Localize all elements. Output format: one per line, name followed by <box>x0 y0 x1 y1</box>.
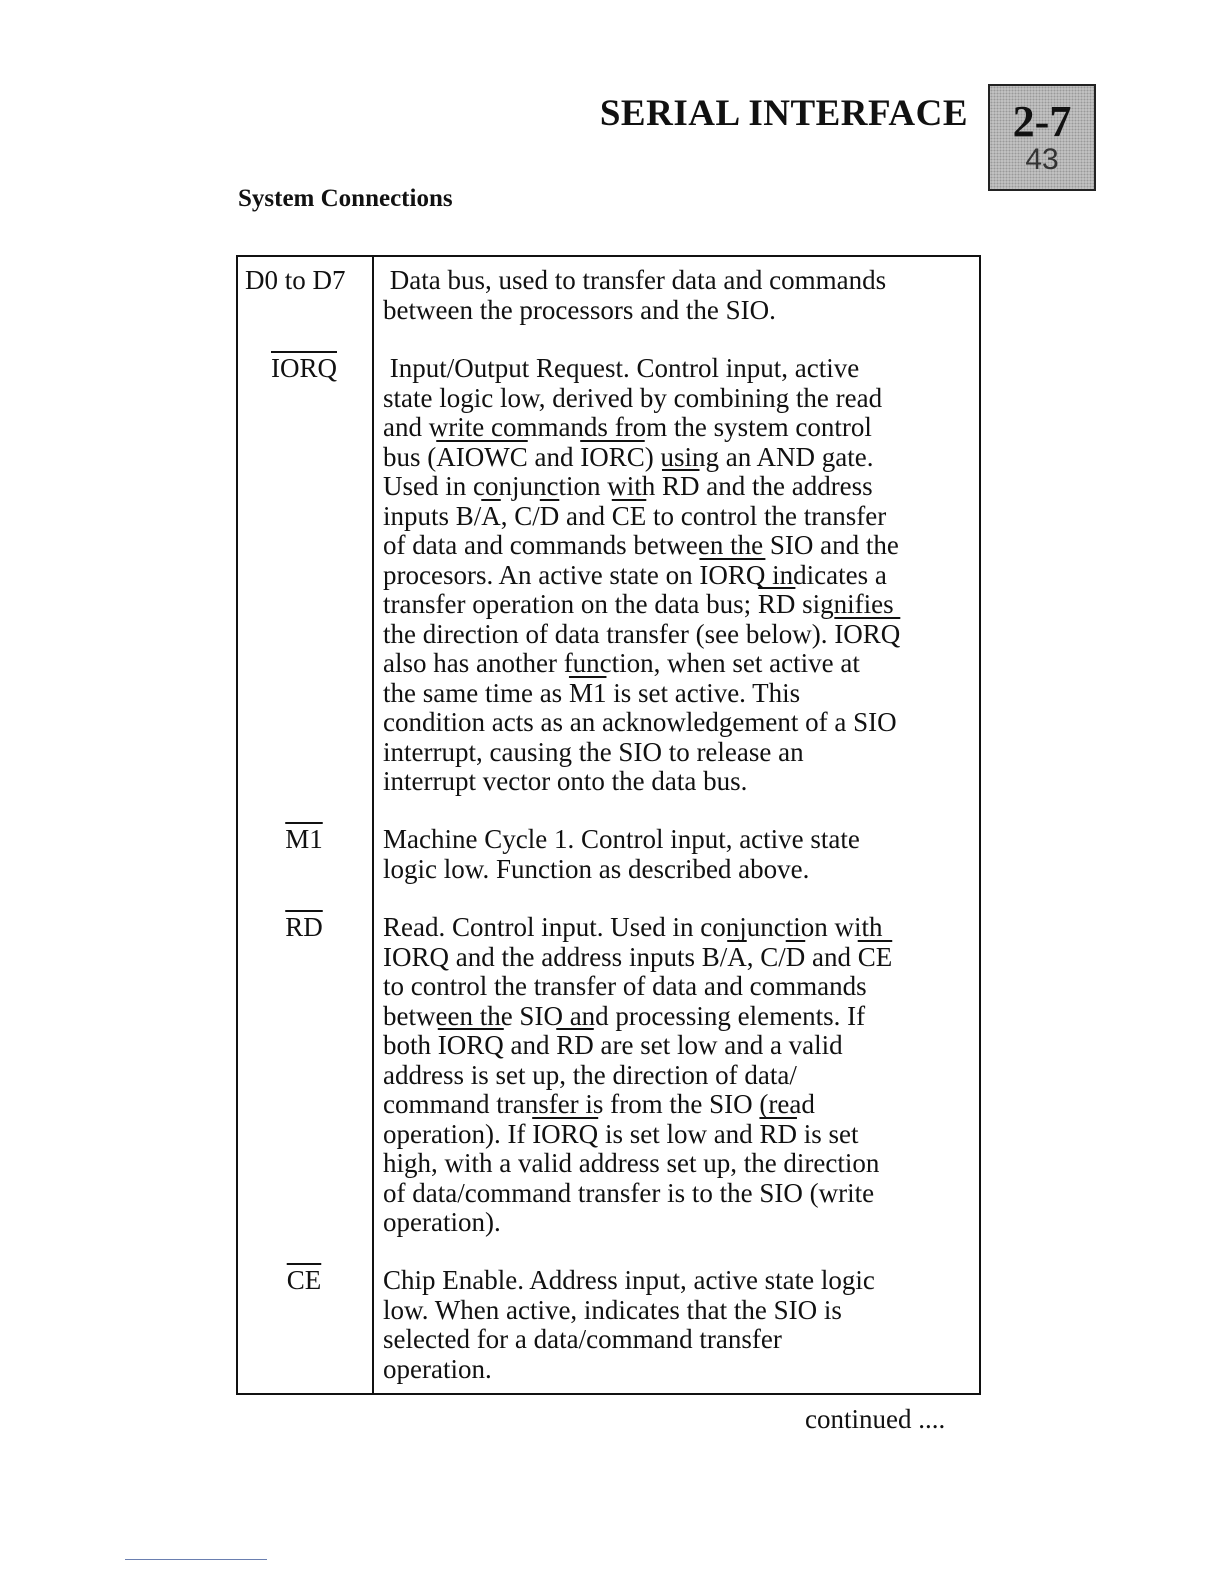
description-line <box>383 1002 892 1032</box>
signal-description <box>383 1266 875 1384</box>
description-line <box>383 354 900 384</box>
description-line <box>383 531 900 561</box>
text-run: procesors. An active state on <box>383 559 700 590</box>
text-run: interrupt, causing the SIO to release an <box>383 736 804 767</box>
description-line <box>383 649 900 679</box>
section-title: System Connections <box>238 185 453 212</box>
text-run: ) using an AND gate. <box>644 441 874 472</box>
active-low-signal: $\overline{A}$ <box>481 500 501 531</box>
description-line <box>383 738 900 768</box>
active-low-signal: $\overline{RD}$ <box>661 471 700 501</box>
description-line <box>383 620 900 650</box>
text-run: low. When active, indicates that the SIO is <box>383 1294 842 1325</box>
text-run: of data/command transfer is to the SIO (write <box>383 1177 875 1208</box>
description-line <box>383 943 892 973</box>
text-run: logic low. Function as described above. <box>383 853 810 884</box>
text-run: transfer operation on the data bus; <box>383 589 758 619</box>
signal-cell <box>236 825 372 855</box>
description-line <box>383 1120 892 1150</box>
active-low-signal: IORQ <box>437 1030 504 1060</box>
description-line <box>383 443 900 473</box>
text-run: both <box>383 1030 438 1060</box>
text-run: high, with a valid address set up, the direction <box>383 1148 880 1178</box>
footer-rule <box>125 1559 267 1560</box>
signal-name: D0 to D7 <box>245 265 346 295</box>
text-run: and <box>805 941 858 972</box>
text-run: between the SIO and processing elements. If <box>383 1000 866 1031</box>
active-low-signal: IORQ <box>834 618 901 649</box>
description-line <box>383 296 886 326</box>
description-line <box>383 1179 892 1209</box>
signal-description <box>383 354 900 797</box>
signal-description <box>383 913 892 1238</box>
text-run: to control the transfer of data and commands <box>383 971 867 1001</box>
active-low-signal: IORQ <box>699 559 766 590</box>
description-line <box>383 1296 875 1326</box>
active-low-signal: M1 <box>568 677 607 708</box>
active-low-signal: $\overline{CE}$ <box>857 941 893 972</box>
text-run: selected for a data/command transfer <box>383 1324 782 1354</box>
active-low-signal: $\overline{D}$ <box>539 500 560 531</box>
description-line <box>383 708 900 738</box>
description-line <box>383 913 892 943</box>
signal-cell <box>236 354 372 384</box>
text-run: operation. <box>383 1353 492 1384</box>
active-low-signal: IORC <box>580 441 645 472</box>
continued-note: continued .... <box>805 1404 946 1434</box>
description-line <box>383 972 892 1002</box>
text-run: , C/ <box>500 500 540 531</box>
text-run: are set low and a valid <box>593 1030 843 1060</box>
text-run: the same time as <box>383 677 569 708</box>
description-line <box>383 1325 875 1355</box>
text-run: bus ( <box>383 441 437 472</box>
signal-name: $\overline{RD}$ <box>285 912 323 942</box>
text-run: interrupt vector onto the data bus. <box>383 766 748 796</box>
description-line <box>383 590 900 620</box>
description-line <box>383 825 860 855</box>
text-run: and the address <box>699 471 873 501</box>
description-line <box>383 1031 892 1061</box>
description-line <box>383 1355 875 1385</box>
active-low-signal: $\overline{A}$ <box>727 941 747 972</box>
signal-name: IORQ <box>271 353 337 383</box>
signal-name: M1 <box>285 824 323 854</box>
description-line <box>383 1149 892 1179</box>
text-run: also has another function, when set active at <box>383 648 860 678</box>
page-number: 43 <box>1025 143 1059 176</box>
description-line <box>383 472 900 502</box>
description-line <box>383 384 900 414</box>
text-run: to control the transfer <box>646 500 887 531</box>
text-run: and <box>503 1030 557 1060</box>
text-run: signifies <box>795 589 894 619</box>
chapter-badge <box>988 84 1096 191</box>
description-line <box>383 767 900 797</box>
text-run: is set active. This <box>606 677 801 708</box>
text-run: state logic low, derived by combining the read <box>383 382 883 413</box>
page-title: SERIAL INTERFACE <box>599 93 968 134</box>
text-run: Used in conjunction with <box>383 471 662 501</box>
active-low-signal: $\overline{CE}$ <box>611 500 647 531</box>
text-run: command transfer is from the SIO (read <box>383 1089 815 1119</box>
table-column-divider <box>372 255 374 1395</box>
text-run: Data bus, used to transfer data and commands <box>383 265 887 295</box>
description-line <box>383 1061 892 1091</box>
text-run: and write commands from the system control <box>383 412 872 442</box>
chapter-number: 2-7 <box>1012 97 1072 146</box>
active-low-signal: $\overline{D}$ <box>785 941 806 972</box>
signal-name: $\overline{CE}$ <box>286 1265 322 1295</box>
description-line <box>383 413 900 443</box>
active-low-signal: AIOWC <box>436 441 528 472</box>
text-run: is set <box>796 1118 859 1149</box>
text-run: and <box>559 500 612 531</box>
text-run: the direction of data transfer (see below). <box>383 618 835 649</box>
description-line <box>383 502 900 532</box>
text-run: operation). <box>383 1207 501 1237</box>
text-run: Input/Output Request. Control input, active <box>383 353 860 383</box>
signal-description <box>383 825 860 884</box>
active-low-signal: $\overline{RD}$ <box>556 1030 594 1060</box>
text-run: address is set up, the direction of data/ <box>383 1059 797 1090</box>
text-run: operation). If <box>383 1118 533 1149</box>
text-run: indicates a <box>765 559 887 590</box>
active-low-signal: IORQ <box>532 1118 599 1149</box>
text-run: IORQ and the address inputs B/ <box>383 941 728 972</box>
signal-cell <box>245 266 381 296</box>
text-run: between the processors and the SIO. <box>383 294 776 325</box>
text-run: , C/ <box>746 941 786 972</box>
text-run: condition acts as an acknowledgement of a SIO <box>383 707 897 737</box>
description-line <box>383 679 900 709</box>
description-line <box>383 266 886 296</box>
text-run: of data and commands between the SIO and the <box>383 530 899 560</box>
text-run: Read. Control input. Used in conjunction with <box>383 912 883 942</box>
active-low-signal: $\overline{RD}$ <box>757 589 796 619</box>
description-line <box>383 855 860 885</box>
active-low-signal: $\overline{RD}$ <box>759 1118 797 1149</box>
description-line <box>383 561 900 591</box>
text-run: and <box>527 441 581 472</box>
signal-cell <box>236 913 372 943</box>
text-run: is set low and <box>598 1118 760 1149</box>
description-line <box>383 1208 892 1238</box>
text-run: Chip Enable. Address input, active state logic <box>383 1265 875 1295</box>
description-line <box>383 1266 875 1296</box>
signal-description <box>383 266 886 325</box>
text-run: Machine Cycle 1. Control input, active state <box>383 824 860 854</box>
text-run: inputs B/ <box>383 500 482 531</box>
signal-cell <box>236 1266 372 1296</box>
description-line <box>383 1090 892 1120</box>
